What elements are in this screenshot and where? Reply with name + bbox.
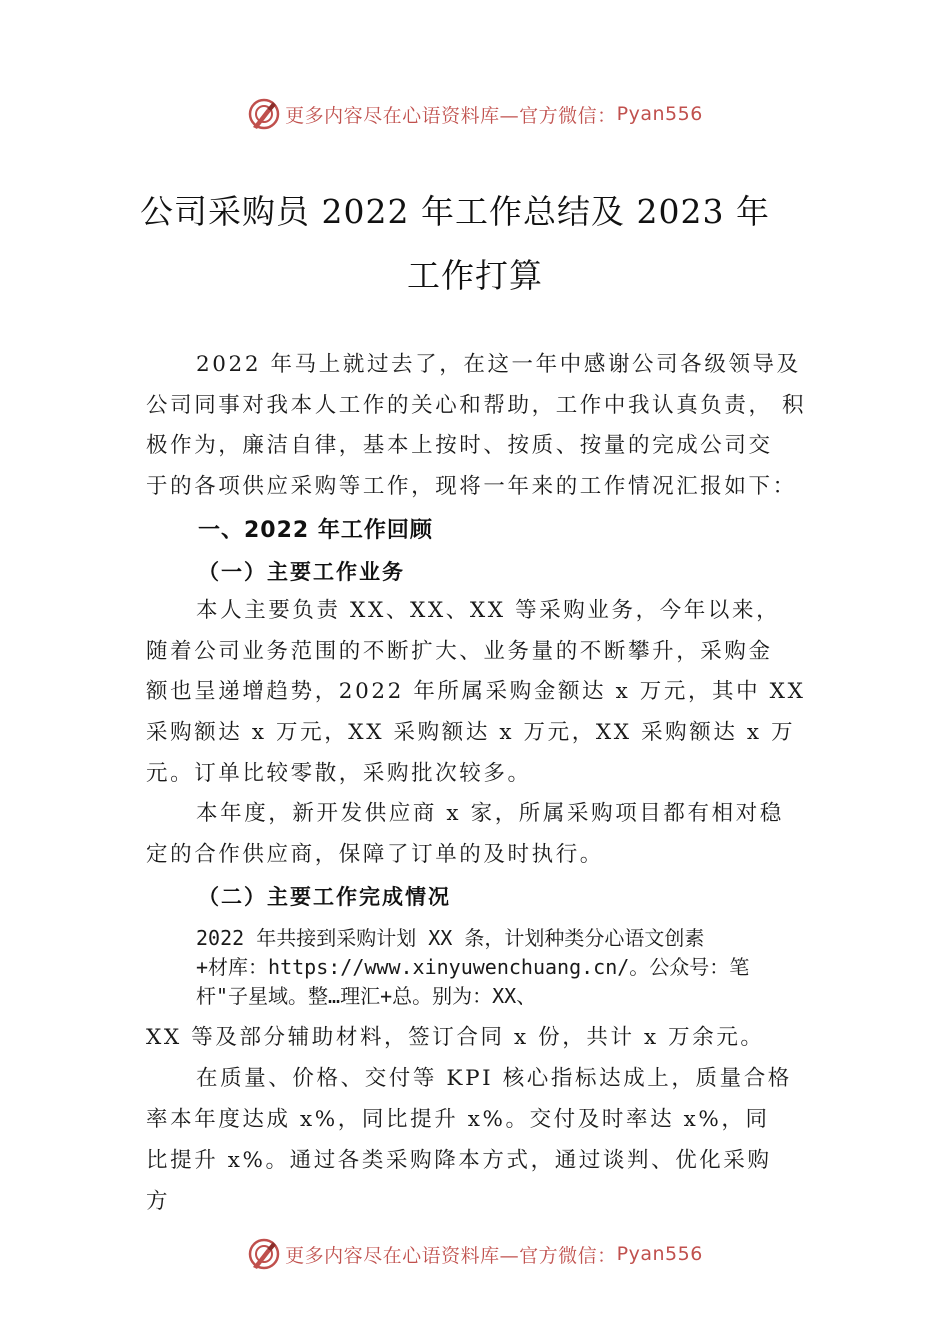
- banner-wechat-id: Pyan556: [616, 1243, 703, 1265]
- document-title-line-2: 工作打算: [407, 256, 543, 295]
- mono-line: 杆"子星域。整…理汇+总。别为：XX、: [196, 984, 537, 1008]
- intro-line: 于的各项供应采购等工作，现将一年来的工作情况汇报如下：: [146, 474, 797, 499]
- intro-line: 公司同事对我本人工作的关心和帮助，工作中我认真负责， 积: [146, 393, 807, 418]
- body-line: 本年度，新开发供应商 x 家，所属采购项目都有相对稳: [196, 801, 784, 826]
- intro-line: 2022 年马上就过去了，在这一年中感谢公司各级领导及: [196, 352, 801, 377]
- body-line: 在质量、价格、交付等 KPI 核心指标达成上，质量合格: [196, 1066, 792, 1091]
- body-line: 比提升 x%。通过各类采购降本方式，通过谈判、优化采购: [146, 1148, 772, 1173]
- body-line: XX 等及部分辅助材料，签订合同 x 份，共计 x 万余元。: [146, 1025, 765, 1050]
- body-line: 本人主要负责 XX、XX、XX 等采购业务，今年以来，: [196, 598, 781, 623]
- body-line: 采购额达 x 万元，XX 采购额达 x 万元，XX 采购额达 x 万: [146, 720, 796, 745]
- body-line: 随着公司业务范围的不断扩大、业务量的不断攀升，采购金: [146, 639, 773, 664]
- header-banner: [0, 92, 950, 136]
- body-line: 方: [146, 1189, 171, 1214]
- body-line: 定的合作供应商，保障了订单的及时执行。: [146, 842, 604, 867]
- banner-text: 更多内容尽在心语资料库—官方微信：: [285, 1244, 617, 1267]
- pen-logo-icon: [247, 1237, 281, 1271]
- banner-wechat-id: Pyan556: [616, 103, 703, 125]
- body-line: 元。订单比较零散，采购批次较多。: [146, 761, 532, 786]
- mono-line: 2022 年共接到采购计划 XX 条，计划种类分心语文创素: [196, 926, 705, 950]
- section-heading-review: 一、2022 年工作回顾: [198, 518, 433, 543]
- body-line: 额也呈递增趋势，2022 年所属采购金额达 x 万元，其中 XX: [146, 679, 806, 704]
- footer-banner: [0, 1232, 950, 1276]
- mono-line: +材库：https://www.xinyuwenchuang.cn/。公众号：笔: [196, 955, 750, 979]
- subheading-main-business: （一）主要工作业务: [198, 559, 405, 584]
- pen-logo-icon: [247, 97, 281, 131]
- document-title-line-1: 公司采购员 2022 年工作总结及 2023 年: [140, 192, 770, 231]
- banner-text: 更多内容尽在心语资料库—官方微信：: [285, 104, 617, 127]
- body-line: 率本年度达成 x%，同比提升 x%。交付及时率达 x%，同: [146, 1107, 770, 1132]
- intro-line: 极作为，廉洁自律，基本上按时、按质、按量的完成公司交: [146, 433, 773, 458]
- subheading-completion: （二）主要工作完成情况: [198, 884, 451, 909]
